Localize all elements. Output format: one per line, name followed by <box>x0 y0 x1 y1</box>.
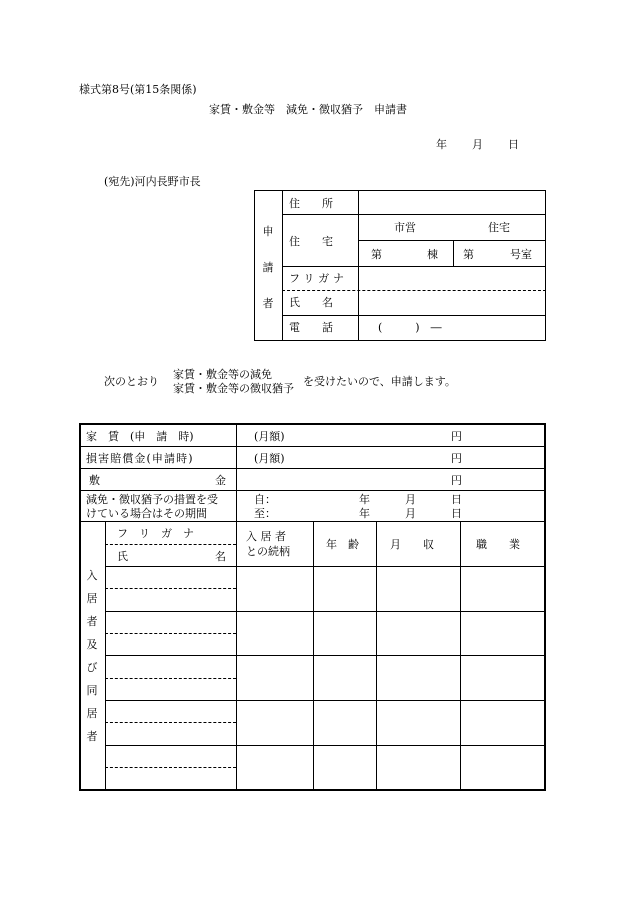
occupants-side-label-4: 及 <box>86 638 98 651</box>
building-suffix: 棟 <box>427 248 438 261</box>
form-title: 家賃・敷金等 減免・徴収猶予 申請書 <box>209 103 407 116</box>
room-suffix: 号室 <box>510 248 532 261</box>
period-to-month: 月 <box>405 507 416 520</box>
city-label: 市営 <box>394 221 416 234</box>
furigana-label: フリガナ <box>289 272 348 285</box>
applicant-side-label-1: 申 <box>262 225 274 238</box>
col-furigana-header: フ リ ガ ナ <box>117 527 194 540</box>
occupants-side-label-8: 者 <box>86 730 98 743</box>
period-to-year: 年 <box>359 507 370 520</box>
date-year-label: 年 <box>436 138 447 151</box>
period-label-line1: 減免・徴収猶予の措置を受 <box>86 493 218 506</box>
statement-prefix: 次のとおり <box>104 375 159 388</box>
statement-option-reduction: 家賃・敷金等の減免 <box>173 368 272 381</box>
name-label: 氏 名 <box>289 296 333 309</box>
building-prefix: 第 <box>371 248 382 261</box>
col-age-header: 年 齢 <box>326 538 359 551</box>
damages-label: 損害賠償金(申請時) <box>86 452 194 465</box>
occupants-side-label-5: び <box>86 661 98 674</box>
col-name-header-right: 名 <box>215 550 226 563</box>
address-label: 住 所 <box>289 197 333 210</box>
statement-suffix: を受けたいので、申請します。 <box>303 375 456 388</box>
period-from-label: 自： <box>254 493 276 506</box>
date-month-label: 月 <box>472 138 483 151</box>
phone-label: 電 話 <box>289 321 333 334</box>
period-to-label: 至： <box>254 507 276 520</box>
housing-label: 住宅 <box>488 221 510 234</box>
date-day-label: 日 <box>508 138 519 151</box>
occupants-side-label-7: 居 <box>86 707 98 720</box>
occupants-side-label-2: 居 <box>86 592 98 605</box>
period-from-day: 日 <box>451 493 462 506</box>
occupants-side-label-1: 入 <box>86 569 98 582</box>
period-to-day: 日 <box>451 507 462 520</box>
period-label-line2: けている場合はその期間 <box>86 507 207 520</box>
deposit-label-left: 敷 <box>89 474 100 487</box>
form-number: 様式第8号(第15条関係) <box>79 83 197 96</box>
col-income-header: 月 収 <box>390 538 434 551</box>
statement-option-deferral: 家賃・敷金等の徴収猶予 <box>173 382 294 395</box>
applicant-side-label-2: 請 <box>262 261 274 274</box>
addressee: (宛先)河内長野市長 <box>104 175 201 188</box>
occupants-side-label-3: 者 <box>86 615 98 628</box>
period-from-month: 月 <box>405 493 416 506</box>
residence-label: 住 宅 <box>289 235 333 248</box>
applicant-side-label-3: 者 <box>262 297 274 310</box>
damages-yen: 円 <box>451 452 462 465</box>
deposit-label-right: 金 <box>215 474 226 487</box>
period-from-year: 年 <box>359 493 370 506</box>
col-name-header-left: 氏 <box>117 550 128 563</box>
rent-label: 家 賃 (申 請 時) <box>86 430 194 443</box>
room-prefix: 第 <box>463 248 474 261</box>
col-relation-header-line1: 入 居 者 <box>246 530 286 543</box>
damages-monthly: (月額) <box>254 452 285 465</box>
col-occupation-header: 職 業 <box>476 538 520 551</box>
rent-monthly: (月額) <box>254 430 285 443</box>
rent-yen: 円 <box>451 430 462 443</box>
occupants-side-label-6: 同 <box>86 684 98 697</box>
deposit-yen: 円 <box>451 474 462 487</box>
phone-format: ( ) ― <box>378 321 442 334</box>
col-relation-header-line2: との続柄 <box>246 545 290 558</box>
